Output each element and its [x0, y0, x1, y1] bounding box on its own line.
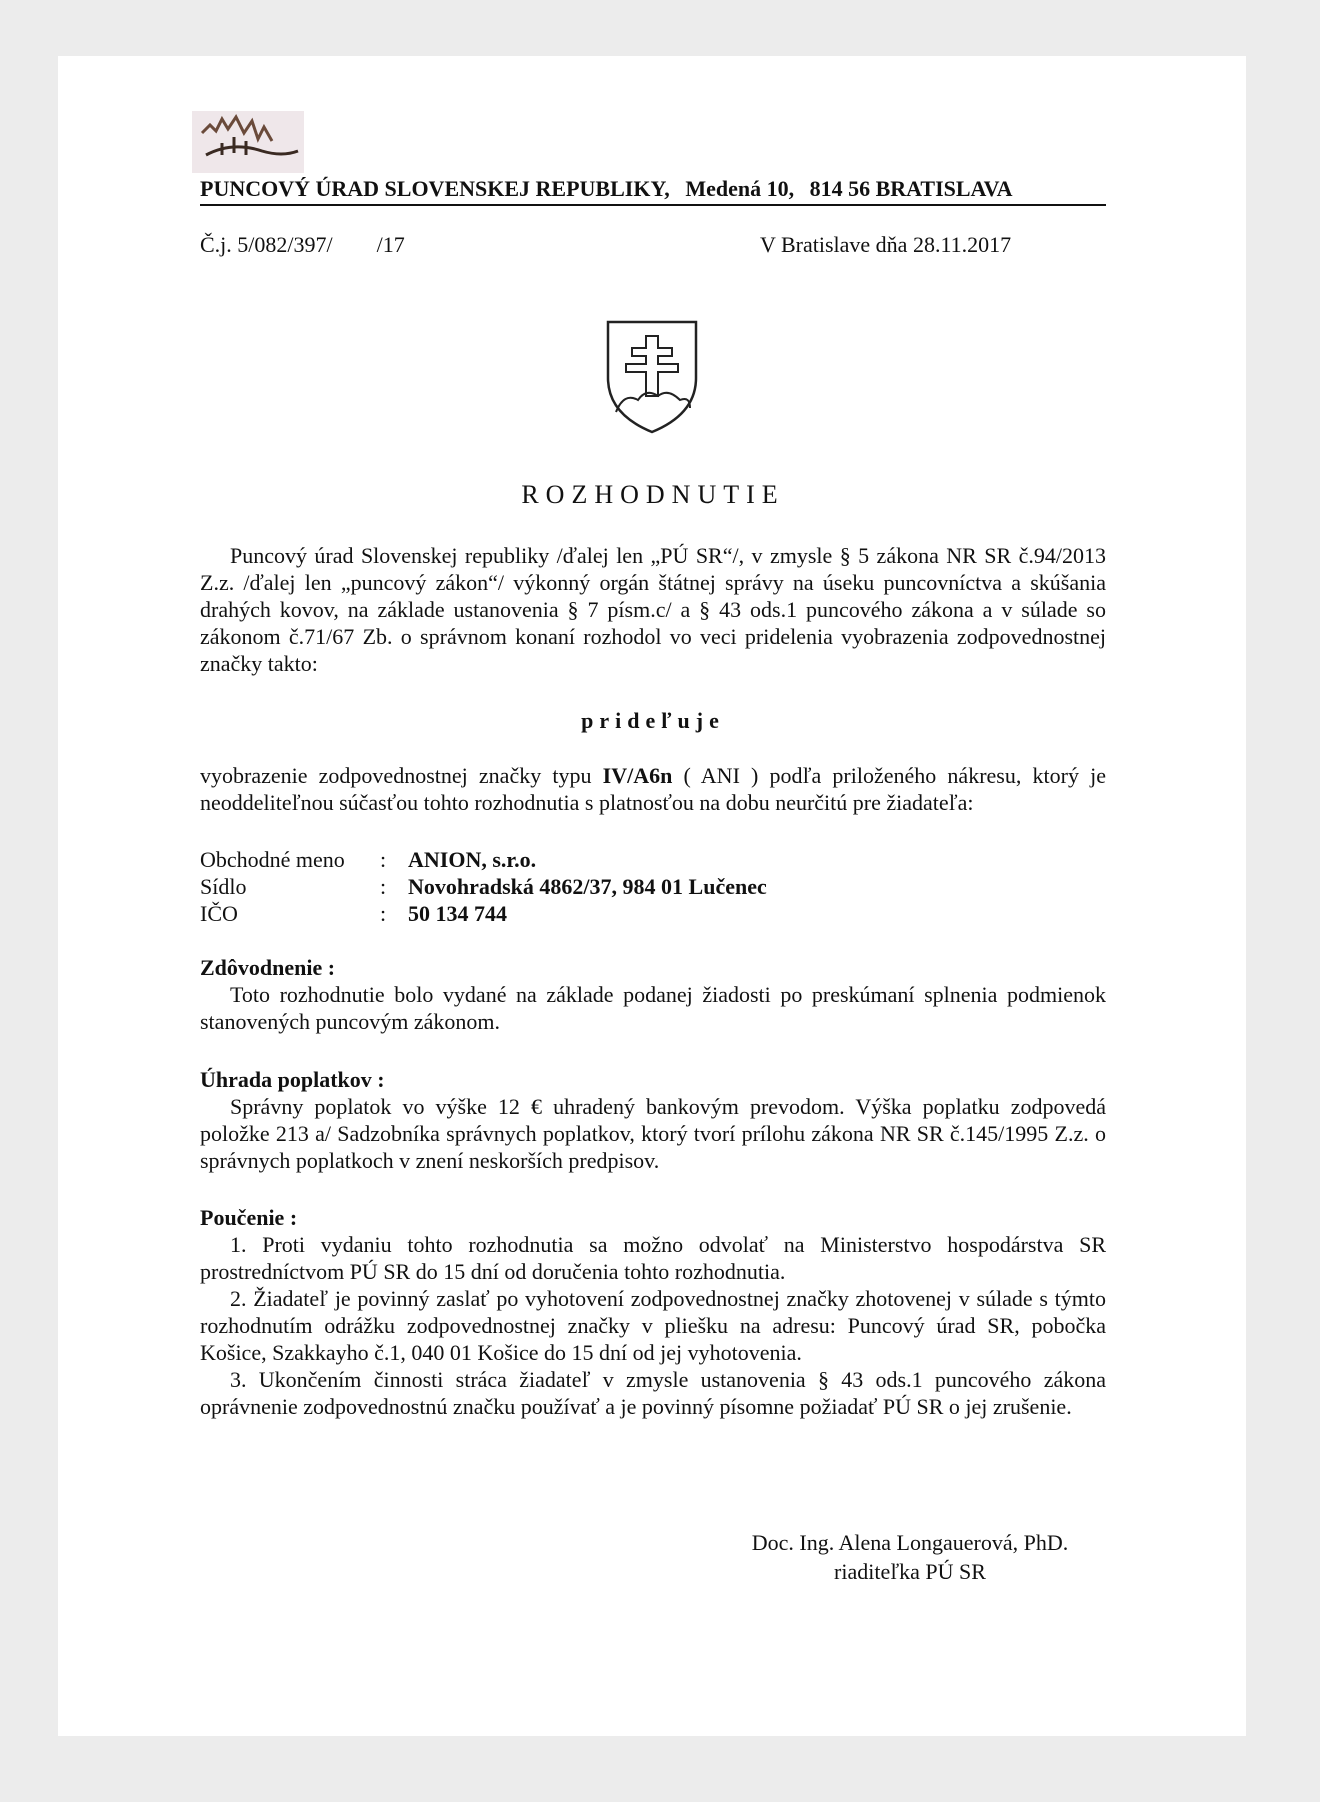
- justification-section: [200, 954, 1106, 1035]
- applicant-details: [200, 846, 767, 927]
- applicant-seat-label: Sídlo: [200, 874, 247, 899]
- org-city: 814 56 BRATISLAVA: [809, 176, 1013, 201]
- intro-paragraph: Puncový úrad Slovenskej republiky /ďalej len „PÚ SR“/, v zmysle § 5 zákona NR SR č.94/2013 Z.z. /ďalej len „puncový zákon“/ výkonný orgán štátnej správy na úseku puncovníctva a skúšania drahých kovov, na základe ustanovenia § 7 písm.c/ a § 43 ods.1 puncového zákona a v súlade so zákonom č.71/67 Zb. o správnom konaní rozhodol vo veci pridelenia vyobrazenia zodpovednostnej značky takto:: [200, 543, 1106, 676]
- separator: :: [380, 874, 387, 899]
- office-logo: [192, 111, 304, 173]
- signature-block: [750, 1528, 1070, 1586]
- mark-type: IV/A6n: [602, 763, 673, 788]
- justification-text: Toto rozhodnutie bolo vydané na základe podanej žiadosti po preskúmaní splnenia podmienok stanovených puncovým zákonom.: [200, 982, 1106, 1034]
- applicant-id-label: IČO: [200, 901, 238, 926]
- instruction-item: 2. Žiadateľ je povinný zaslať po vyhotovení zodpovednostnej značky zhotovenej v súlade s týmto rozhodnutím odrážku zodpovednostnej značky v pliešku na adresu: Puncový úrad SR, pobočka Košice, Szakkayho č.1, 040 01 Košice do 15 dní od jej vyhotovenia.: [200, 1286, 1106, 1365]
- org-name: PUNCOVÝ ÚRAD SLOVENSKEJ REPUBLIKY,: [200, 176, 670, 201]
- separator: :: [380, 847, 387, 872]
- coat-of-arms-icon: [602, 316, 702, 436]
- applicant-seat-row: [200, 873, 767, 900]
- decision-paragraph: [200, 762, 1106, 816]
- fees-section: [200, 1066, 1106, 1174]
- instruction-heading: Poučenie :: [200, 1205, 298, 1230]
- decision-word: prideľuje: [581, 708, 725, 733]
- applicant-seat-value: Novohradská 4862/37, 984 01 Lučenec: [408, 874, 767, 899]
- signatory-name: Doc. Ing. Alena Longauerová, PhD.: [751, 1530, 1069, 1555]
- instruction-section: [200, 1204, 1106, 1420]
- signatory-role: riaditeľka PÚ SR: [834, 1559, 986, 1584]
- applicant-id-row: [200, 900, 767, 927]
- letterhead: [200, 174, 1106, 206]
- applicant-name-label: Obchodné meno: [200, 847, 345, 872]
- justification-heading: Zdôvodnenie :: [200, 955, 336, 980]
- separator: :: [380, 901, 387, 926]
- place-date: V Bratislave dňa 28.11.2017: [760, 232, 1012, 257]
- decision-before: vyobrazenie zodpovednostnej značky typu: [200, 763, 603, 788]
- document-title: ROZHODNUTIE: [521, 480, 785, 509]
- applicant-name-row: [200, 846, 767, 873]
- reference-line: [200, 232, 1106, 258]
- fees-heading: Úhrada poplatkov :: [200, 1067, 385, 1092]
- instruction-item: 3. Ukončením činnosti stráca žiadateľ v zmysle ustanovenia § 43 ods.1 puncového zákona oprávnenie zodpovednostnú značku používať a je povinný písomne požiadať PÚ SR o jej zrušenie.: [200, 1367, 1106, 1419]
- decision-after: ( ANI ) podľa priloženého nákresu, ktorý je neoddeliteľnou súčasťou tohto rozhodnutia s platnosťou na dobu neurčitú pre žiadateľa:: [200, 763, 1106, 815]
- org-street: Medená 10,: [685, 176, 795, 201]
- applicant-name-value: ANION, s.r.o.: [408, 847, 537, 872]
- document-page: [58, 56, 1246, 1736]
- instruction-item: 1. Proti vydaniu tohto rozhodnutia sa možno odvolať na Ministerstvo hospodárstva SR prostredníctvom PÚ SR do 15 dní od doručenia tohto rozhodnutia.: [200, 1232, 1106, 1284]
- fees-text: Správny poplatok vo výške 12 € uhradený bankovým prevodom. Výška poplatku zodpovedá položke 213 a/ Sadzobníka správnych poplatkov, ktorý tvorí prílohu zákona NR SR č.145/1995 Z.z. o správnych poplatkoch v znení neskorších predpisov.: [200, 1094, 1106, 1173]
- applicant-id-value: 50 134 744: [408, 901, 507, 926]
- reference-number: Č.j. 5/082/397/ /17: [200, 232, 405, 257]
